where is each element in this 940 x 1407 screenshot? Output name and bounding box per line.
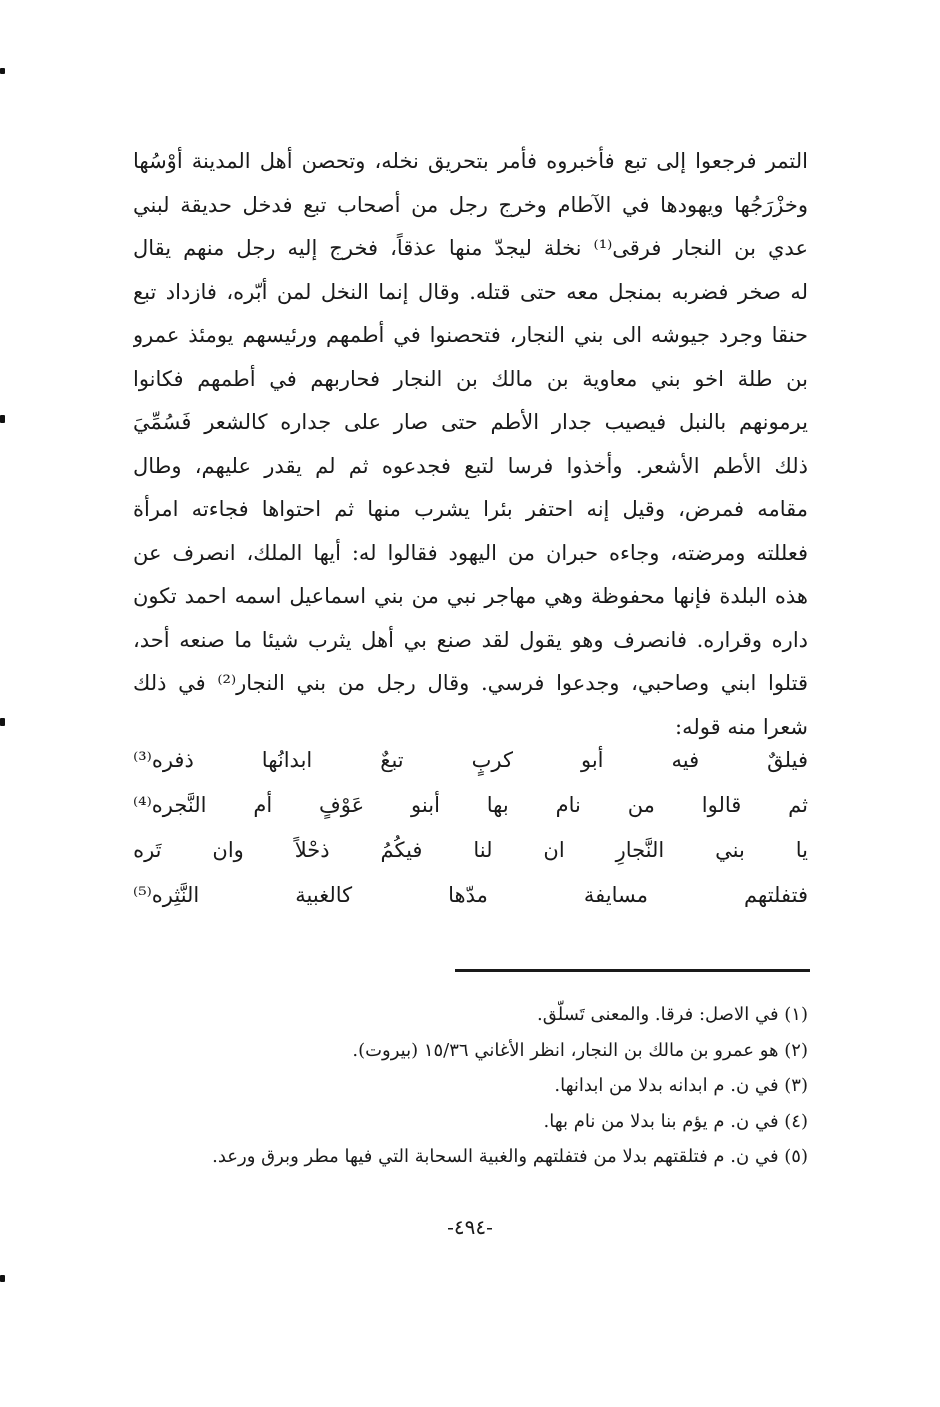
footnote: (١) في الاصل: فرقا. والمعنى تَسلّق. xyxy=(537,1004,808,1025)
scan-margin-mark xyxy=(0,415,5,423)
poem-verse xyxy=(133,828,808,873)
poem-word: فيكُمُ xyxy=(380,838,423,862)
text-line: عدي بن النجار فرقى⁽¹⁾ نخلة ليجدّ منها عذقاً، فخرج إليه رجل منهم يقال xyxy=(133,236,808,260)
poem-word: فيه xyxy=(671,748,700,772)
scan-margin-mark xyxy=(0,718,5,726)
poem-word: أبو xyxy=(580,748,604,772)
text-line: وخزْرَجُها ويهودها في الآطام وخرج رجل من أصحاب تبع فدخل حديقة لبني xyxy=(133,192,808,217)
poem-verse xyxy=(133,783,808,828)
poem-word: ذفره⁽³⁾ xyxy=(133,748,194,772)
poem-word: كربٍ xyxy=(471,748,513,772)
poem-block xyxy=(133,738,808,918)
poem-word: النَّجره⁽⁴⁾ xyxy=(133,793,207,817)
text-line: هذه البلدة فإنها محفوظة وهي مهاجر نبي من بني اسماعيل اسمه احمد تكون xyxy=(133,584,808,608)
text-line: فعللته ومرضته، وجاءه حبران من اليهود فقالوا له: أيها الملك، انصرف عن xyxy=(133,540,808,565)
main-text-block xyxy=(133,140,808,749)
poem-verse xyxy=(133,738,808,783)
poem-word: ان xyxy=(543,838,565,862)
text-line: بن طلة اخو بني معاوية بن مالك بن النجار فحاربهم في أطمهم فكانوا xyxy=(133,366,808,391)
poem-word: من xyxy=(627,793,655,817)
poem-word: وان xyxy=(212,838,244,862)
poem-word: النَّثِره⁽⁵⁾ xyxy=(133,883,200,907)
page-number: -٤٩٤- xyxy=(447,1215,493,1239)
poem-word: فيلقٌ xyxy=(767,748,808,772)
poem-word: مسايفة xyxy=(583,883,649,907)
poem-word: يا xyxy=(795,838,808,862)
poem-verse xyxy=(133,873,808,918)
poem-word: لنا xyxy=(473,838,493,862)
footnotes xyxy=(133,997,808,1175)
poem-word: عَوْفٍ xyxy=(319,793,365,817)
text-line: يرمونهم بالنبل فيصيب جدار الأطم حتى صار على جداره كالشعر فَسُمِّيَ xyxy=(133,410,808,434)
poem-word: ذحْلاً xyxy=(294,838,330,862)
poem-word: فتفلتهم xyxy=(744,883,808,907)
text-line: مقامه فمرض، وقيل إنه احتفر بئرا يشرب منها ثم احتواها فجاءته امرأة xyxy=(133,497,808,521)
poem-word: نام xyxy=(555,793,581,817)
footnote: (٣) في ن. م ابدانه بدلا من ابدانها. xyxy=(554,1075,808,1096)
footnote: (٤) في ن. م يؤم بنا بدلا من نام بها. xyxy=(543,1110,808,1132)
poem-word: أبنو xyxy=(411,793,440,817)
text-line: شعرا منه قوله: xyxy=(675,714,808,739)
footnote: (٥) في ن. م فتلقتهم بدلا من فتفلتهم والغبية السحابة التي فيها مطر وبرق ورعد. xyxy=(212,1146,808,1167)
footnote-separator xyxy=(455,969,810,972)
text-line: ذلك الأطم الأشعر. وأخذوا فرسا لتبع فجدعوه ثم لم يقدر عليهم، وطال xyxy=(133,453,808,478)
poem-word: تبعٌ xyxy=(380,748,404,772)
poem-word: النَّجارِ xyxy=(615,838,665,862)
poem-word: تَره xyxy=(133,838,162,862)
poem-word: ثم xyxy=(788,793,808,817)
poem-word: كالغبية xyxy=(295,883,353,907)
poem-word: ابدانُها xyxy=(261,748,313,772)
text-line: قتلوا ابني وصاحبي، وجدعوا فرسي. وقال رجل من بني النجار⁽²⁾ في ذلك xyxy=(133,671,808,695)
poem-word: قالوا xyxy=(701,793,742,817)
poem-word: بها xyxy=(486,793,509,817)
poem-word: بني xyxy=(715,838,745,862)
scan-margin-mark xyxy=(0,1275,5,1282)
text-line: حنقا وجرد جيوشه الى بني النجار، فتحصنوا في أطمهم ورئيسهم يومئذ عمرو xyxy=(133,323,808,347)
text-line: له صخر فضربه بمنجل معه حتى قتله. وقال إنما النخل لمن أبّره، فازداد تبع xyxy=(133,279,808,304)
text-line: التمر فرجعوا إلى تبع فأخبروه فأمر بتحريق نخله، وتحصن أهل المدينة أوْسُها xyxy=(133,149,808,173)
scan-margin-mark xyxy=(0,68,5,74)
footnote: (٢) هو عمرو بن مالك بن النجار، انظر الأغاني ١٥/٣٦ (بيروت). xyxy=(352,1039,808,1061)
poem-word: أم xyxy=(253,793,273,817)
poem-word: مدّها xyxy=(448,883,488,907)
text-line: داره وقراره. فانصرف وهو يقول لقد صنع بي أهل يثرب شيئا ما صنعه أحد، xyxy=(133,627,808,652)
